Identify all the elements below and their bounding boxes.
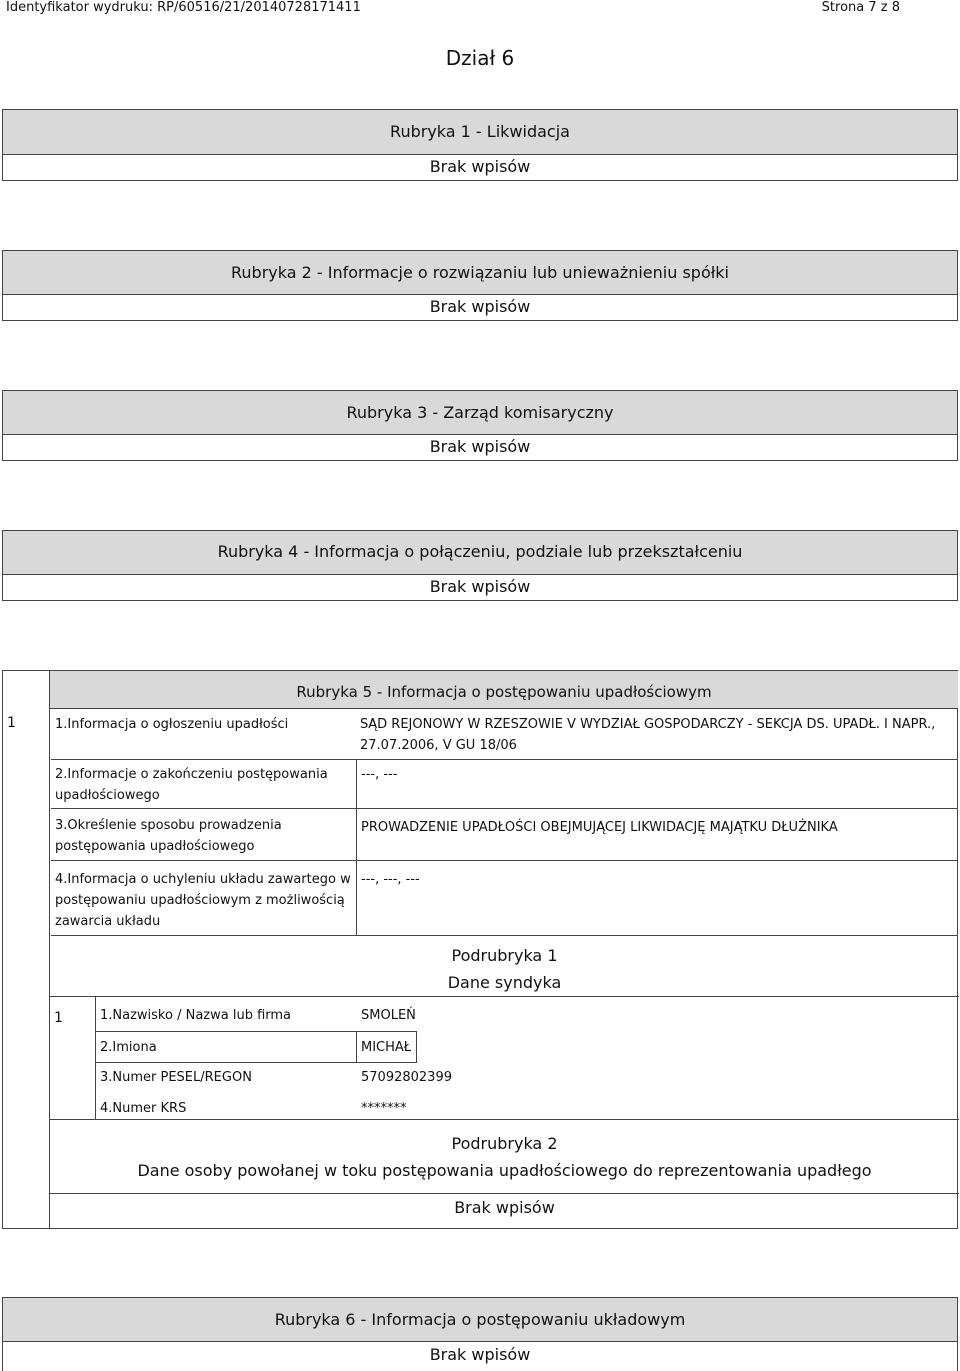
field-label-text: 3.Określenie sposobu prowadzenia [55, 818, 282, 833]
podrubryka-subtitle: Dane osoby powołanej w toku postępowania upadłościowego do reprezentowania upadłego [137, 1161, 872, 1180]
podrubryka-1-index-col [50, 997, 96, 1120]
status-text: Brak wpisów [429, 157, 531, 176]
syndyk-value: 57092802399 [361, 1070, 452, 1085]
syndyk-value: ******* [361, 1101, 407, 1116]
rubryka-title: Rubryka 1 - Likwidacja [390, 122, 570, 141]
rubryka-title: Rubryka 5 - Informacja o postępowaniu upadłościowym [296, 683, 712, 701]
print-id: Identyfikator wydruku: RP/60516/21/20140728171411 [6, 0, 361, 15]
rubryka-header [2, 250, 958, 295]
field-value [356, 860, 958, 936]
field-value [356, 710, 958, 758]
field-label [51, 808, 357, 861]
field-value-text: PROWADZENIE UPADŁOŚCI OBEJMUJĄCEJ LIKWIDACJĘ MAJĄTKU DŁUŻNIKA [361, 820, 838, 835]
syndyk-value: SMOLEŃ [361, 1008, 416, 1023]
field-label-text: 2.Informacje o zakończeniu postępowania [55, 767, 328, 782]
field-label-text: zawarcia układu [55, 914, 161, 929]
field-label-text: 4.Informacja o uchyleniu układu zawartego w [55, 872, 351, 887]
rubryka-title: Rubryka 2 - Informacje o rozwiązaniu lub unieważnieniu spółki [231, 263, 729, 282]
section-title: Dział 6 [445, 46, 515, 70]
rubryka-header [2, 1297, 958, 1342]
rubryka-2 [2, 250, 958, 321]
podrubryka-title: Podrubryka 1 [451, 946, 558, 965]
field-label [51, 860, 357, 936]
rubryka-title: Rubryka 3 - Zarząd komisaryczny [346, 403, 614, 422]
status-text: Brak wpisów [429, 577, 531, 596]
rubryka-status-row [2, 155, 958, 181]
field-value-text: ---, ---, --- [361, 872, 420, 887]
rubryka-title: Rubryka 6 - Informacja o postępowaniu układowym [274, 1310, 686, 1329]
podrubryka-2-header [50, 1119, 959, 1194]
syndyk-label: 2.Imiona [96, 1031, 357, 1063]
entry-index: 1 [54, 1010, 63, 1026]
podrubryka-2-status-row [50, 1195, 959, 1228]
status-text: Brak wpisów [454, 1198, 555, 1217]
field-label [51, 710, 356, 758]
rubryka-header [2, 109, 958, 155]
podrubryka-title: Podrubryka 2 [451, 1134, 558, 1153]
rubryka-5 [2, 670, 958, 1229]
rubryka-5-index-col [3, 671, 50, 1228]
field-label-text: postępowaniu upadłościowym z możliwością [55, 893, 345, 908]
field-value [356, 808, 958, 861]
field-value-line: 27.07.2006, V GU 18/06 [360, 738, 517, 753]
syndyk-value: MICHAŁ [356, 1031, 417, 1063]
syndyk-label: 4.Numer KRS [100, 1101, 187, 1116]
page-number: Strona 7 z 8 [821, 0, 900, 15]
status-text: Brak wpisów [429, 437, 531, 456]
field-value-text: ---, --- [361, 767, 398, 782]
field-value-line: SĄD REJONOWY W RZESZOWIE V WYDZIAŁ GOSPODARCZY - SEKCJA DS. UPADŁ. I NAPR., [360, 717, 936, 732]
rubryka-title: Rubryka 4 - Informacja o połączeniu, podziale lub przekształceniu [217, 542, 743, 561]
field-label [51, 759, 357, 809]
rubryka-header [2, 390, 958, 435]
field-value [356, 759, 958, 809]
rubryka-1 [2, 109, 958, 181]
field-label-text: 1.Informacja o ogłoszeniu upadłości [55, 717, 289, 732]
rubryka-header [2, 530, 958, 575]
status-text: Brak wpisów [429, 297, 531, 316]
rubryka-status-row [2, 295, 958, 321]
rubryka-status-row [2, 435, 958, 461]
rubryka-status-row [2, 1342, 958, 1371]
rubryka-3 [2, 390, 958, 461]
syndyk-label: 3.Numer PESEL/REGON [100, 1070, 252, 1085]
field-label-text: upadłościowego [55, 788, 160, 803]
rubryka-5-header [50, 671, 958, 709]
podrubryka-subtitle: Dane syndyka [447, 973, 562, 992]
rubryka-status-row [2, 575, 958, 601]
rubryka-4 [2, 530, 958, 601]
rubryka-6 [2, 1297, 958, 1371]
syndyk-label: 1.Nazwisko / Nazwa lub firma [100, 1008, 292, 1023]
field-label-text: postępowania upadłościowego [55, 839, 255, 854]
entry-index: 1 [7, 715, 16, 731]
podrubryka-1-header [50, 935, 959, 997]
status-text: Brak wpisów [429, 1345, 531, 1364]
